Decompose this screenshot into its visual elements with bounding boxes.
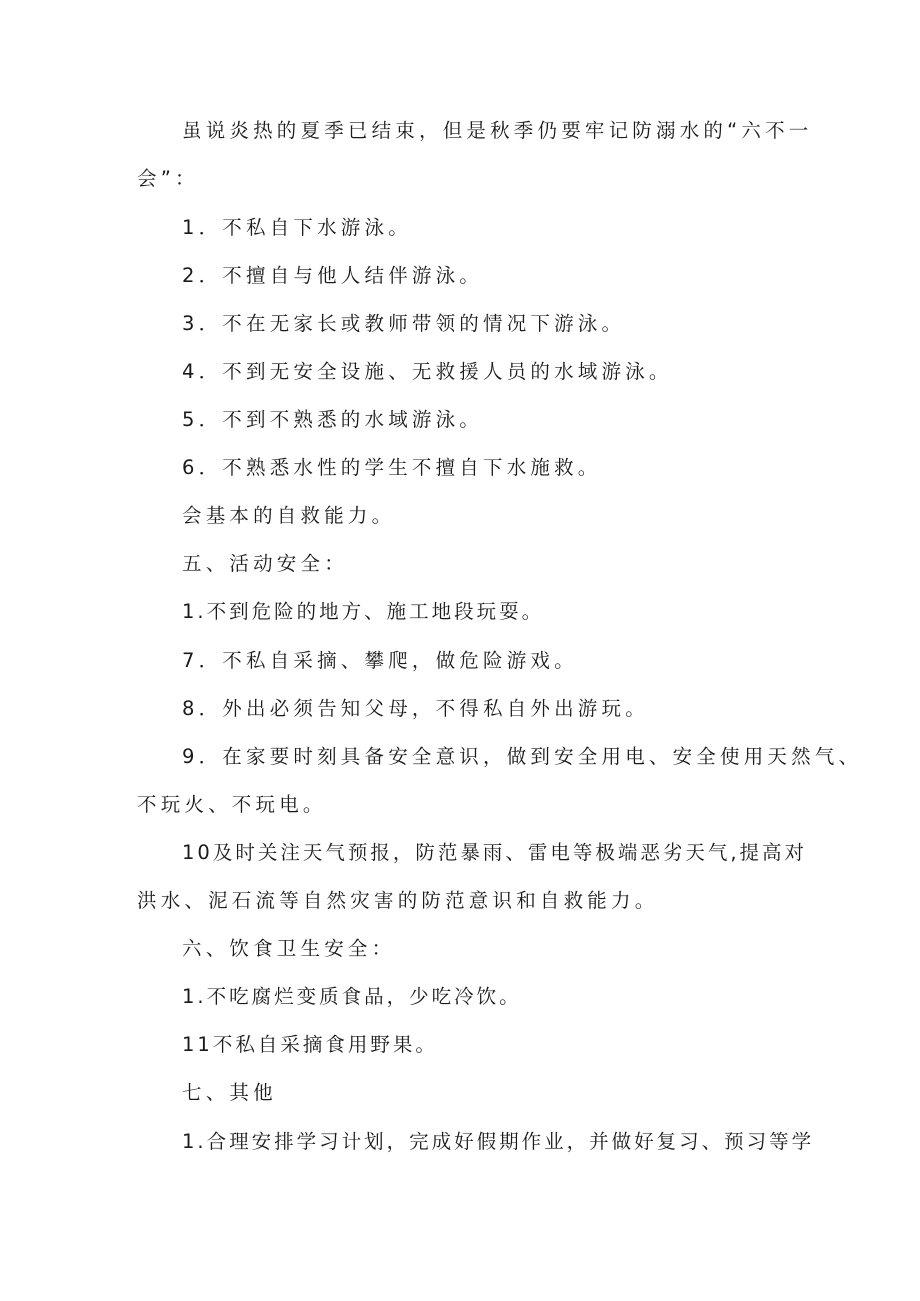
list-item-swim-1: 1．不私自下水游泳。 [182,216,412,239]
paragraph-intro-line-2: 会”： [137,167,199,190]
list-item-swim-2: 2．不擅自与他人结伴游泳。 [182,264,484,287]
section-heading-food-safety: 六、饮食卫生安全： [182,937,396,960]
list-item-swim-5: 5．不到不熟悉的水域游泳。 [182,408,484,431]
list-item-activity-1: 1.不到危险的地方、施工地段玩耍。 [182,600,545,623]
list-item-food-1: 1.不吃腐烂变质食品，少吃冷饮。 [182,985,522,1008]
list-item-activity-8: 8．外出必须告知父母，不得私自外出游玩。 [182,697,649,720]
list-item-swim-6: 6．不熟悉水性的学生不擅自下水施救。 [182,456,602,479]
paragraph-intro-line-1: 虽说炎热的夏季已结束，但是秋季仍要牢记防溺水的“六不一 [182,119,813,142]
list-item-other-1: 1.合理安排学习计划，完成好假期作业，并做好复习、预习等学 [182,1130,815,1153]
list-item-self-rescue: 会基本的自救能力。 [182,504,396,527]
list-item-activity-10-line-1: 10及时关注天气预报，防范暴雨、雷电等极端恶劣天气,提高对 [182,841,808,864]
list-item-activity-10-line-2: 洪水、泥石流等自然灾害的防范意识和自救能力。 [137,889,659,912]
list-item-swim-4: 4．不到无安全设施、无救援人员的水域游泳。 [182,360,673,383]
list-item-activity-9-line-2: 不玩火、不玩电。 [137,793,327,816]
section-heading-activity-safety: 五、活动安全： [182,552,348,575]
section-heading-other: 七、其他 [182,1081,277,1104]
list-item-activity-7: 7．不私自采摘、攀爬，做危险游戏。 [182,649,578,672]
list-item-activity-9-line-1: 9．在家要时刻具备安全意识，做到安全用电、安全使用天然气、 [182,745,863,768]
list-item-food-11: 11不私自采摘食用野果。 [182,1033,438,1056]
list-item-swim-3: 3．不在无家长或教师带领的情况下游泳。 [182,312,626,335]
